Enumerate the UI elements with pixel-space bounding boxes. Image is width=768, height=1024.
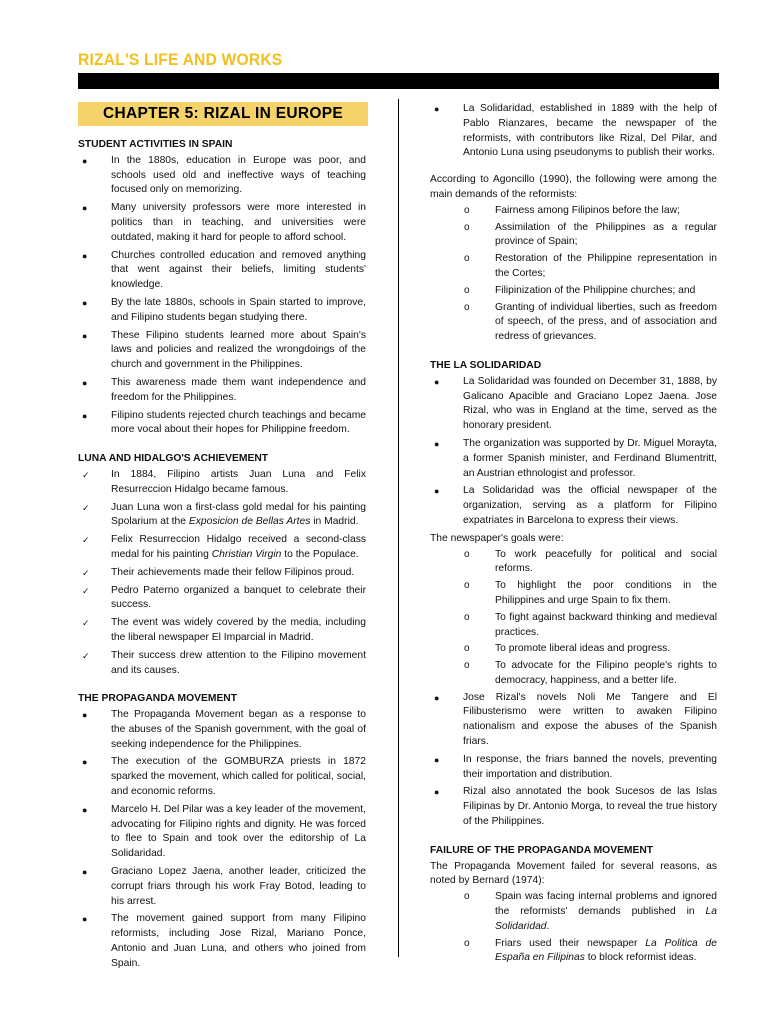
checkmark-icon: ✓ xyxy=(82,535,90,546)
list-item: o Spain was facing internal problems and ignored the reformists' demands published in La Solidaridad. xyxy=(464,891,717,932)
reformist-demands-list xyxy=(430,204,717,345)
agoncillo-intro: According to Agoncillo (1990), the following were among the main demands of the reformists: xyxy=(430,174,717,200)
list-item: ● Filipino students rejected church teachings and became more vocal about their hopes for Philippine freedom. xyxy=(82,409,366,436)
circle-bullet-icon: o xyxy=(464,937,470,949)
bullet-icon: ● xyxy=(434,438,440,449)
bullet-icon: ● xyxy=(434,754,440,765)
list-item: ● Marcelo H. Del Pilar was a key leader of the movement, advocating for Filipino rights and dignity. He was forced to flee to Spain and took over the editorship of La Solidaridad. xyxy=(82,803,366,860)
list-item: ✓ Their achievements made their fellow Filipinos proud. xyxy=(78,566,366,581)
list-item: ● Rizal also annotated the book Sucesos de las Islas Filipinas by Dr. Antonio Morga, to reveal the true history of the Philippines. xyxy=(434,786,717,828)
propaganda-movement-list xyxy=(78,708,366,972)
checkmark-icon: ✓ xyxy=(82,502,90,513)
circle-bullet-icon: o xyxy=(464,301,470,313)
luna-hidalgo-list xyxy=(78,468,366,678)
column-divider xyxy=(398,99,399,957)
bullet-icon: ● xyxy=(82,250,88,261)
bullet-icon: ● xyxy=(82,710,88,721)
bullet-icon: ● xyxy=(82,867,88,878)
section-heading-student-activities: STUDENT ACTIVITIES IN SPAIN xyxy=(78,139,233,150)
list-item: ● These Filipino students learned more about Spain's laws and policies and realized the wrongdoings of the church and government in the Philippines. xyxy=(82,329,366,371)
circle-bullet-icon: o xyxy=(464,204,470,216)
list-item: o To highlight the poor conditions in the Philippines and urge Spain to fix them. xyxy=(464,580,717,606)
list-item: ● Graciano Lopez Jaena, another leader, criticized the corrupt friars through his work Fray Botod, leading to his arrest. xyxy=(82,866,366,907)
list-item: o Granting of individual liberties, such as freedom of speech, of the press, and of association and redress of grievances. xyxy=(464,301,717,343)
bullet-icon: ● xyxy=(82,377,88,388)
right-column xyxy=(430,102,717,968)
list-item: o To advocate for the Filipino people's rights to democracy, happiness, and a better life. xyxy=(464,660,717,686)
list-item: ● This awareness made them want independence and freedom for the Philippines. xyxy=(82,376,366,403)
checkmark-icon: ✓ xyxy=(82,618,90,629)
circle-bullet-icon: o xyxy=(464,284,470,296)
section-heading-failure-propaganda: FAILURE OF THE PROPAGANDA MOVEMENT xyxy=(430,844,654,856)
list-item: ● The Propaganda Movement began as a response to the abuses of the Spanish government, with the goal of seeking independence for the Philippines. xyxy=(82,709,366,750)
circle-bullet-icon: o xyxy=(464,660,470,672)
left-column xyxy=(78,102,366,975)
bullet-icon: ● xyxy=(82,330,88,341)
list-item: ● In response, the friars banned the novels, preventing their importation and distribution. xyxy=(434,753,717,780)
circle-bullet-icon: o xyxy=(464,221,470,233)
bullet-icon: ● xyxy=(82,297,88,308)
bullet-icon: ● xyxy=(434,376,440,387)
list-item: ● In the 1880s, education in Europe was poor, and schools used old and ineffective ways of teaching focused only on memorizing. xyxy=(82,154,366,196)
list-item: o Restoration of the Philippine representation in the Cortes; xyxy=(464,253,717,279)
header-bar xyxy=(78,73,719,89)
bullet-icon: ● xyxy=(434,486,440,497)
newspaper-goals-intro: The newspaper's goals were: xyxy=(430,532,564,544)
list-item: ● Jose Rizal's novels Noli Me Tangere and El Filibusterismo were written to awaken Filipino nationalism and expose the abuses of the Spanish friars. xyxy=(434,691,717,748)
bullet-icon: ● xyxy=(82,757,88,768)
circle-bullet-icon: o xyxy=(464,580,470,592)
list-item: o To promote liberal ideas and progress. xyxy=(430,642,717,657)
bullet-icon: ● xyxy=(82,410,88,421)
section-heading-la-solidaridad: THE LA SOLIDARIDAD xyxy=(430,359,542,371)
la-solidaridad-list xyxy=(430,375,717,529)
circle-bullet-icon: o xyxy=(464,548,470,560)
list-item: o Assimilation of the Philippines as a regular province of Spain; xyxy=(464,221,717,248)
list-item: ● La Solidaridad was founded on December 31, 1888, by Galicano Apacible and Graciano Lopez Jaena. Jose Rizal, who was in England at the time, served as the honorary president. xyxy=(434,375,717,432)
list-item: o To work peacefully for political and social reforms. xyxy=(464,548,717,575)
list-item: ● Churches controlled education and removed anything that went against their beliefs, limiting students' knowledge. xyxy=(82,249,366,291)
list-item: o Fairness among Filipinos before the law; xyxy=(430,204,717,219)
checkmark-icon: ✓ xyxy=(82,585,90,596)
list-item: o To fight against backward thinking and medieval practices. xyxy=(464,611,717,638)
section-heading-luna-hidalgo: LUNA AND HIDALGO'S ACHIEVEMENT xyxy=(78,453,269,465)
bullet-icon: ● xyxy=(434,787,440,798)
list-item: ✓ Juan Luna won a first-class gold medal for his painting Spolarium at the Exposicion de Bellas Artes in Madrid. xyxy=(82,501,366,528)
list-item: ● La Solidaridad, established in 1889 with the help of Pablo Rianzares, became the newspaper of the reformists, with contributors like Rizal, Del Pilar, and Antonio Luna using pseudonyms to publish their works. xyxy=(434,103,717,159)
list-item: ● The movement gained support from many Filipino reformists, including Jose Rizal, Mariano Ponce, Antonio and Juan Luna, and others who joined from Spain. xyxy=(82,913,366,969)
bullet-icon: ● xyxy=(82,804,88,815)
circle-bullet-icon: o xyxy=(464,611,470,623)
newspaper-goals-list xyxy=(430,548,717,689)
circle-bullet-icon: o xyxy=(464,643,470,655)
la-solidaridad-intro-list xyxy=(430,102,717,161)
failure-reasons-list xyxy=(430,890,717,966)
circle-bullet-icon: o xyxy=(464,891,470,903)
list-item: ● By the late 1880s, schools in Spain started to improve, and Filipino students began studying there. xyxy=(82,296,366,323)
list-item: ✓ Their success drew attention to the Filipino movement and its causes. xyxy=(82,649,366,676)
bullet-icon: ● xyxy=(82,914,88,925)
checkmark-icon: ✓ xyxy=(82,650,90,661)
list-item: ● The execution of the GOMBURZA priests in 1872 sparked the movement, which called for political, social, and economic reforms. xyxy=(82,756,366,798)
list-item: ● The organization was supported by Dr. Miguel Morayta, a former Spanish minister, and Ferdinand Blumentritt, an Austrian ethnologist and professor. xyxy=(434,437,717,479)
list-item: o Filipinization of the Philippine churches; and xyxy=(430,284,717,299)
student-activities-list xyxy=(78,154,366,438)
bullet-icon: ● xyxy=(434,104,440,114)
checkmark-icon: ✓ xyxy=(82,469,90,480)
section-heading-propaganda-movement: THE PROPAGANDA MOVEMENT xyxy=(78,693,238,705)
list-item: ● La Solidaridad was the official newspaper of the organization, serving as a platform for Filipino expatriates in Barcelona to express their views. xyxy=(434,485,717,526)
checkmark-icon: ✓ xyxy=(82,567,90,578)
rizal-novels-list xyxy=(430,691,717,830)
list-item: ● Many university professors were more interested in politics than in teaching, and universities were outdated, making it hard for people to afford school. xyxy=(82,202,366,243)
bullet-icon: ● xyxy=(82,203,88,214)
list-item: o Friars used their newspaper La Politica de España en Filipinas to block reformist ideas. xyxy=(464,937,717,964)
bullet-icon: ● xyxy=(82,155,88,166)
list-item: ✓ The event was widely covered by the media, including the liberal newspaper El Imparcial in Madrid. xyxy=(82,617,366,643)
document-header-title: RIZAL'S LIFE AND WORKS xyxy=(78,50,283,69)
failure-intro: The Propaganda Movement failed for several reasons, as noted by Bernard (1974): xyxy=(430,860,717,887)
circle-bullet-icon: o xyxy=(464,253,470,265)
chapter-title: CHAPTER 5: RIZAL IN EUROPE xyxy=(78,102,368,126)
list-item: ✓ In 1884, Filipino artists Juan Luna and Felix Resurreccion Hidalgo became famous. xyxy=(82,468,366,495)
list-item: ✓ Pedro Paterno organized a banquet to celebrate their success. xyxy=(82,584,366,611)
bullet-icon: ● xyxy=(434,692,440,703)
list-item: ✓ Felix Resurreccion Hidalgo received a second-class medal for his painting Christian Virgin to the Populace. xyxy=(82,534,366,560)
